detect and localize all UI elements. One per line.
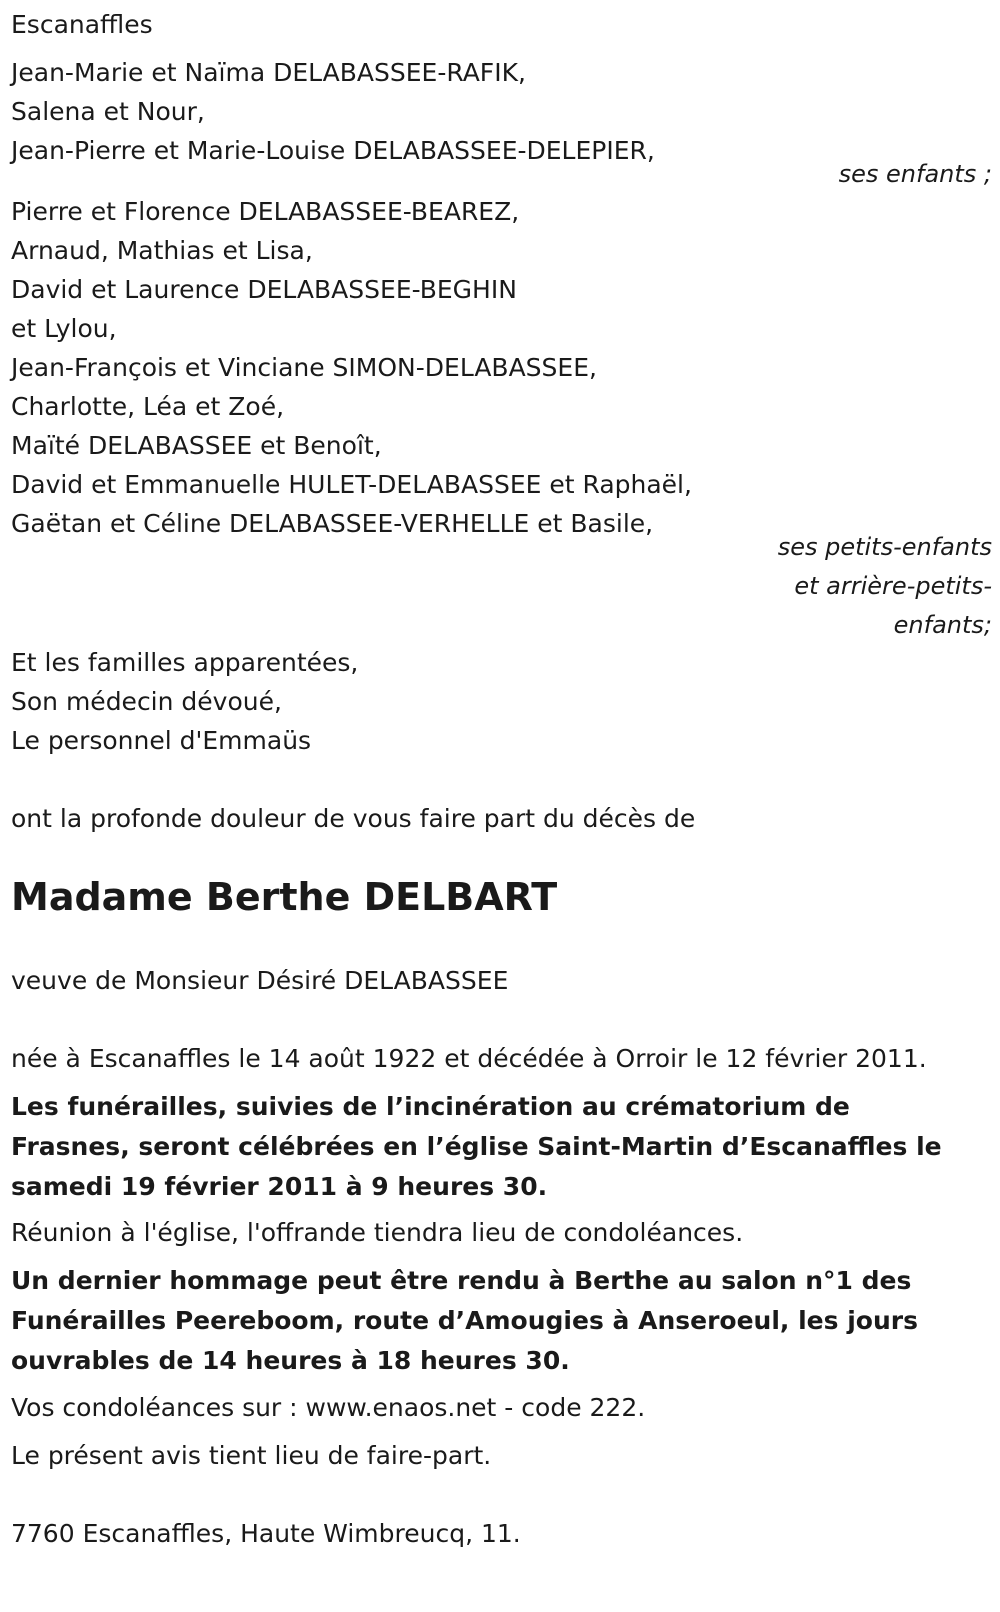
grandchildren-role-line: et arrière-petits- — [794, 572, 992, 600]
child-line: Jean-Marie et Naïma DELABASSEE-RAFIK, — [11, 58, 526, 87]
address: 7760 Escanaffles, Haute Wimbreucq, 11. — [11, 1519, 521, 1548]
grandchild-line: David et Emmanuelle HULET-DELABASSEE et Raphaël, — [11, 470, 692, 499]
other-line: Son médecin dévoué, — [11, 687, 282, 716]
grandchildren-role-line: ses petits-enfants — [777, 533, 992, 561]
grandchild-line: Gaëtan et Céline DELABASSEE-VERHELLE et Basile, — [11, 509, 654, 538]
grandchildren-role-line: enfants; — [893, 611, 992, 639]
grandchild-line: David et Laurence DELABASSEE-BEGHIN — [11, 275, 517, 304]
grandchild-line: Arnaud, Mathias et Lisa, — [11, 236, 313, 265]
birth-death: née à Escanaffles le 14 août 1922 et décédée à Orroir le 12 février 2011. — [11, 1044, 927, 1073]
funeral-info: Les funérailles, suivies de l’incinération au crématorium de Frasnes, seront célébrées en l’église Saint-Martin d’Escanaffles le samedi 19 février 2011 à 9 heures 30. — [11, 1092, 942, 1201]
grandchild-line: Jean-François et Vinciane SIMON-DELABASSEE, — [11, 353, 597, 382]
grandchild-line: Pierre et Florence DELABASSEE-BEAREZ, — [11, 197, 520, 226]
other-line: Le personnel d'Emmaüs — [11, 726, 312, 755]
grandchild-line: Maïté DELABASSEE et Benoît, — [11, 431, 382, 460]
reunion: Réunion à l'église, l'offrande tiendra lieu de condoléances. — [11, 1218, 744, 1247]
grandchild-line: et Lylou, — [11, 314, 117, 343]
condolences: Vos condoléances sur : www.enaos.net - code 222. — [11, 1393, 646, 1422]
other-line: Et les familles apparentées, — [11, 648, 359, 677]
children-role: ses enfants ; — [838, 160, 992, 188]
homage: Un dernier hommage peut être rendu à Berthe au salon n°1 des Funérailles Peereboom, route d’Amougies à Anseroeul, les jours ouvrables de 14 heures à 18 heures 30. — [11, 1266, 918, 1375]
child-line: Salena et Nour, — [11, 97, 205, 126]
announcement: ont la profonde douleur de vous faire part du décès de — [11, 804, 696, 833]
grandchild-line: Charlotte, Léa et Zoé, — [11, 392, 285, 421]
location-header: Escanaffles — [11, 10, 153, 39]
deceased-name: Madame Berthe DELBART — [11, 875, 558, 919]
notice: Le présent avis tient lieu de faire-part. — [11, 1441, 492, 1470]
child-line: Jean-Pierre et Marie-Louise DELABASSEE-DELEPIER, — [11, 136, 655, 165]
widow-of: veuve de Monsieur Désiré DELABASSEE — [11, 966, 509, 995]
